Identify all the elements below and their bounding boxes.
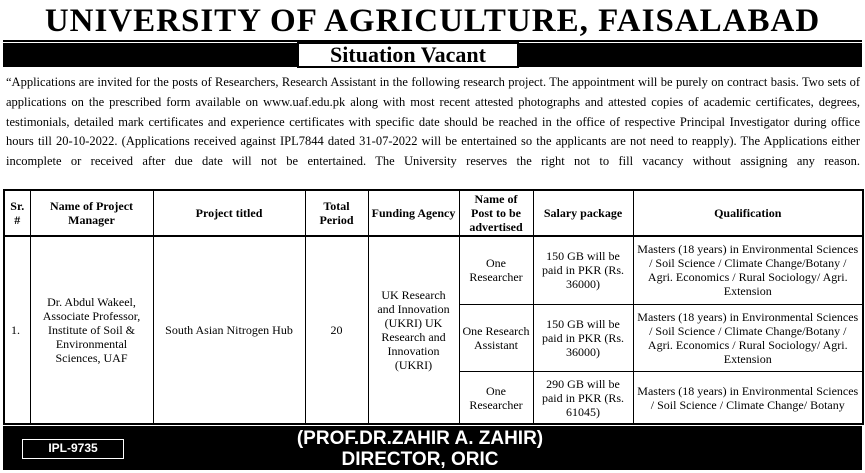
qualification: Masters (18 years) in Environmental Sciences / Soil Science / Climate Change/Botany / Agri. Economics / Rural Sociology/ Agri. Extension	[633, 304, 863, 372]
post-name: One Research Assistant	[459, 304, 533, 372]
post-name: One Researcher	[459, 236, 533, 304]
university-title: UNIVERSITY OF AGRICULTURE, FAISALABAD	[44, 3, 821, 39]
header-salary: Salary package	[533, 190, 633, 236]
header-sr: Sr. #	[4, 190, 30, 236]
header-total-period: Total Period	[305, 190, 368, 236]
project-manager: Dr. Abdul Wakeel, Associate Professor, Institute of Soil & Environmental Sciences, UAF	[30, 236, 153, 424]
header-project-title: Project titled	[153, 190, 305, 236]
vacancy-table	[3, 189, 864, 425]
ipl-number: IPL-9735	[22, 439, 124, 459]
qualification: Masters (18 years) in Environmental Sciences / Soil Science / Climate Change/Botany / Agri. Economics / Rural Sociology/ Agri. Extension	[633, 236, 863, 304]
signature-block	[190, 428, 650, 470]
signatory-name: (PROF.DR.ZAHIR A. ZAHIR)	[296, 428, 544, 449]
salary-package: 150 GB will be paid in PKR (Rs. 36000)	[533, 236, 633, 304]
header-project-manager: Name of Project Manager	[30, 190, 153, 236]
situation-vacant-banner: Situation Vacant	[297, 42, 519, 68]
funding-agency: UK Research and Innovation (UKRI) UK Research and Innovation (UKRI)	[368, 236, 459, 424]
table-header-row	[4, 190, 863, 236]
header-post: Name of Post to be advertised	[459, 190, 533, 236]
post-name: One Researcher	[459, 372, 533, 424]
salary-package: 150 GB will be paid in PKR (Rs. 36000)	[533, 304, 633, 372]
header-funding-agency: Funding Agency	[368, 190, 459, 236]
salary-package: 290 GB will be paid in PKR (Rs. 61045)	[533, 372, 633, 424]
project-title: South Asian Nitrogen Hub	[153, 236, 305, 424]
sr-number: 1.	[4, 236, 30, 424]
signatory-designation: DIRECTOR, ORIC	[341, 449, 499, 470]
total-period: 20	[305, 236, 368, 424]
header-qualification: Qualification	[633, 190, 863, 236]
qualification: Masters (18 years) in Environmental Sciences / Soil Science / Climate Change/ Botany	[633, 372, 863, 424]
intro-paragraph: “Applications are invited for the posts of Researchers, Research Assistant in the following research project. The appointment will be purely on contract basis. Two sets of applications on the prescribed form available on www.uaf.edu.pk along with most recent attested photographs and attested copies of academic certificates, degrees, testimonials, detailed mark certificates and experience certificates with specific date should be reached in the office of respective Principal Investigator during office hours till 20-10-2022. (Applications received against IPL7844 dated 31-07-2022 will be entertained so the applicants are not need to reapply). The Applications either incomplete or received after due date will not be entertained. The University reserves the right not to fill vacancy without assigning any reason.	[6, 75, 860, 169]
table-row	[4, 236, 863, 304]
